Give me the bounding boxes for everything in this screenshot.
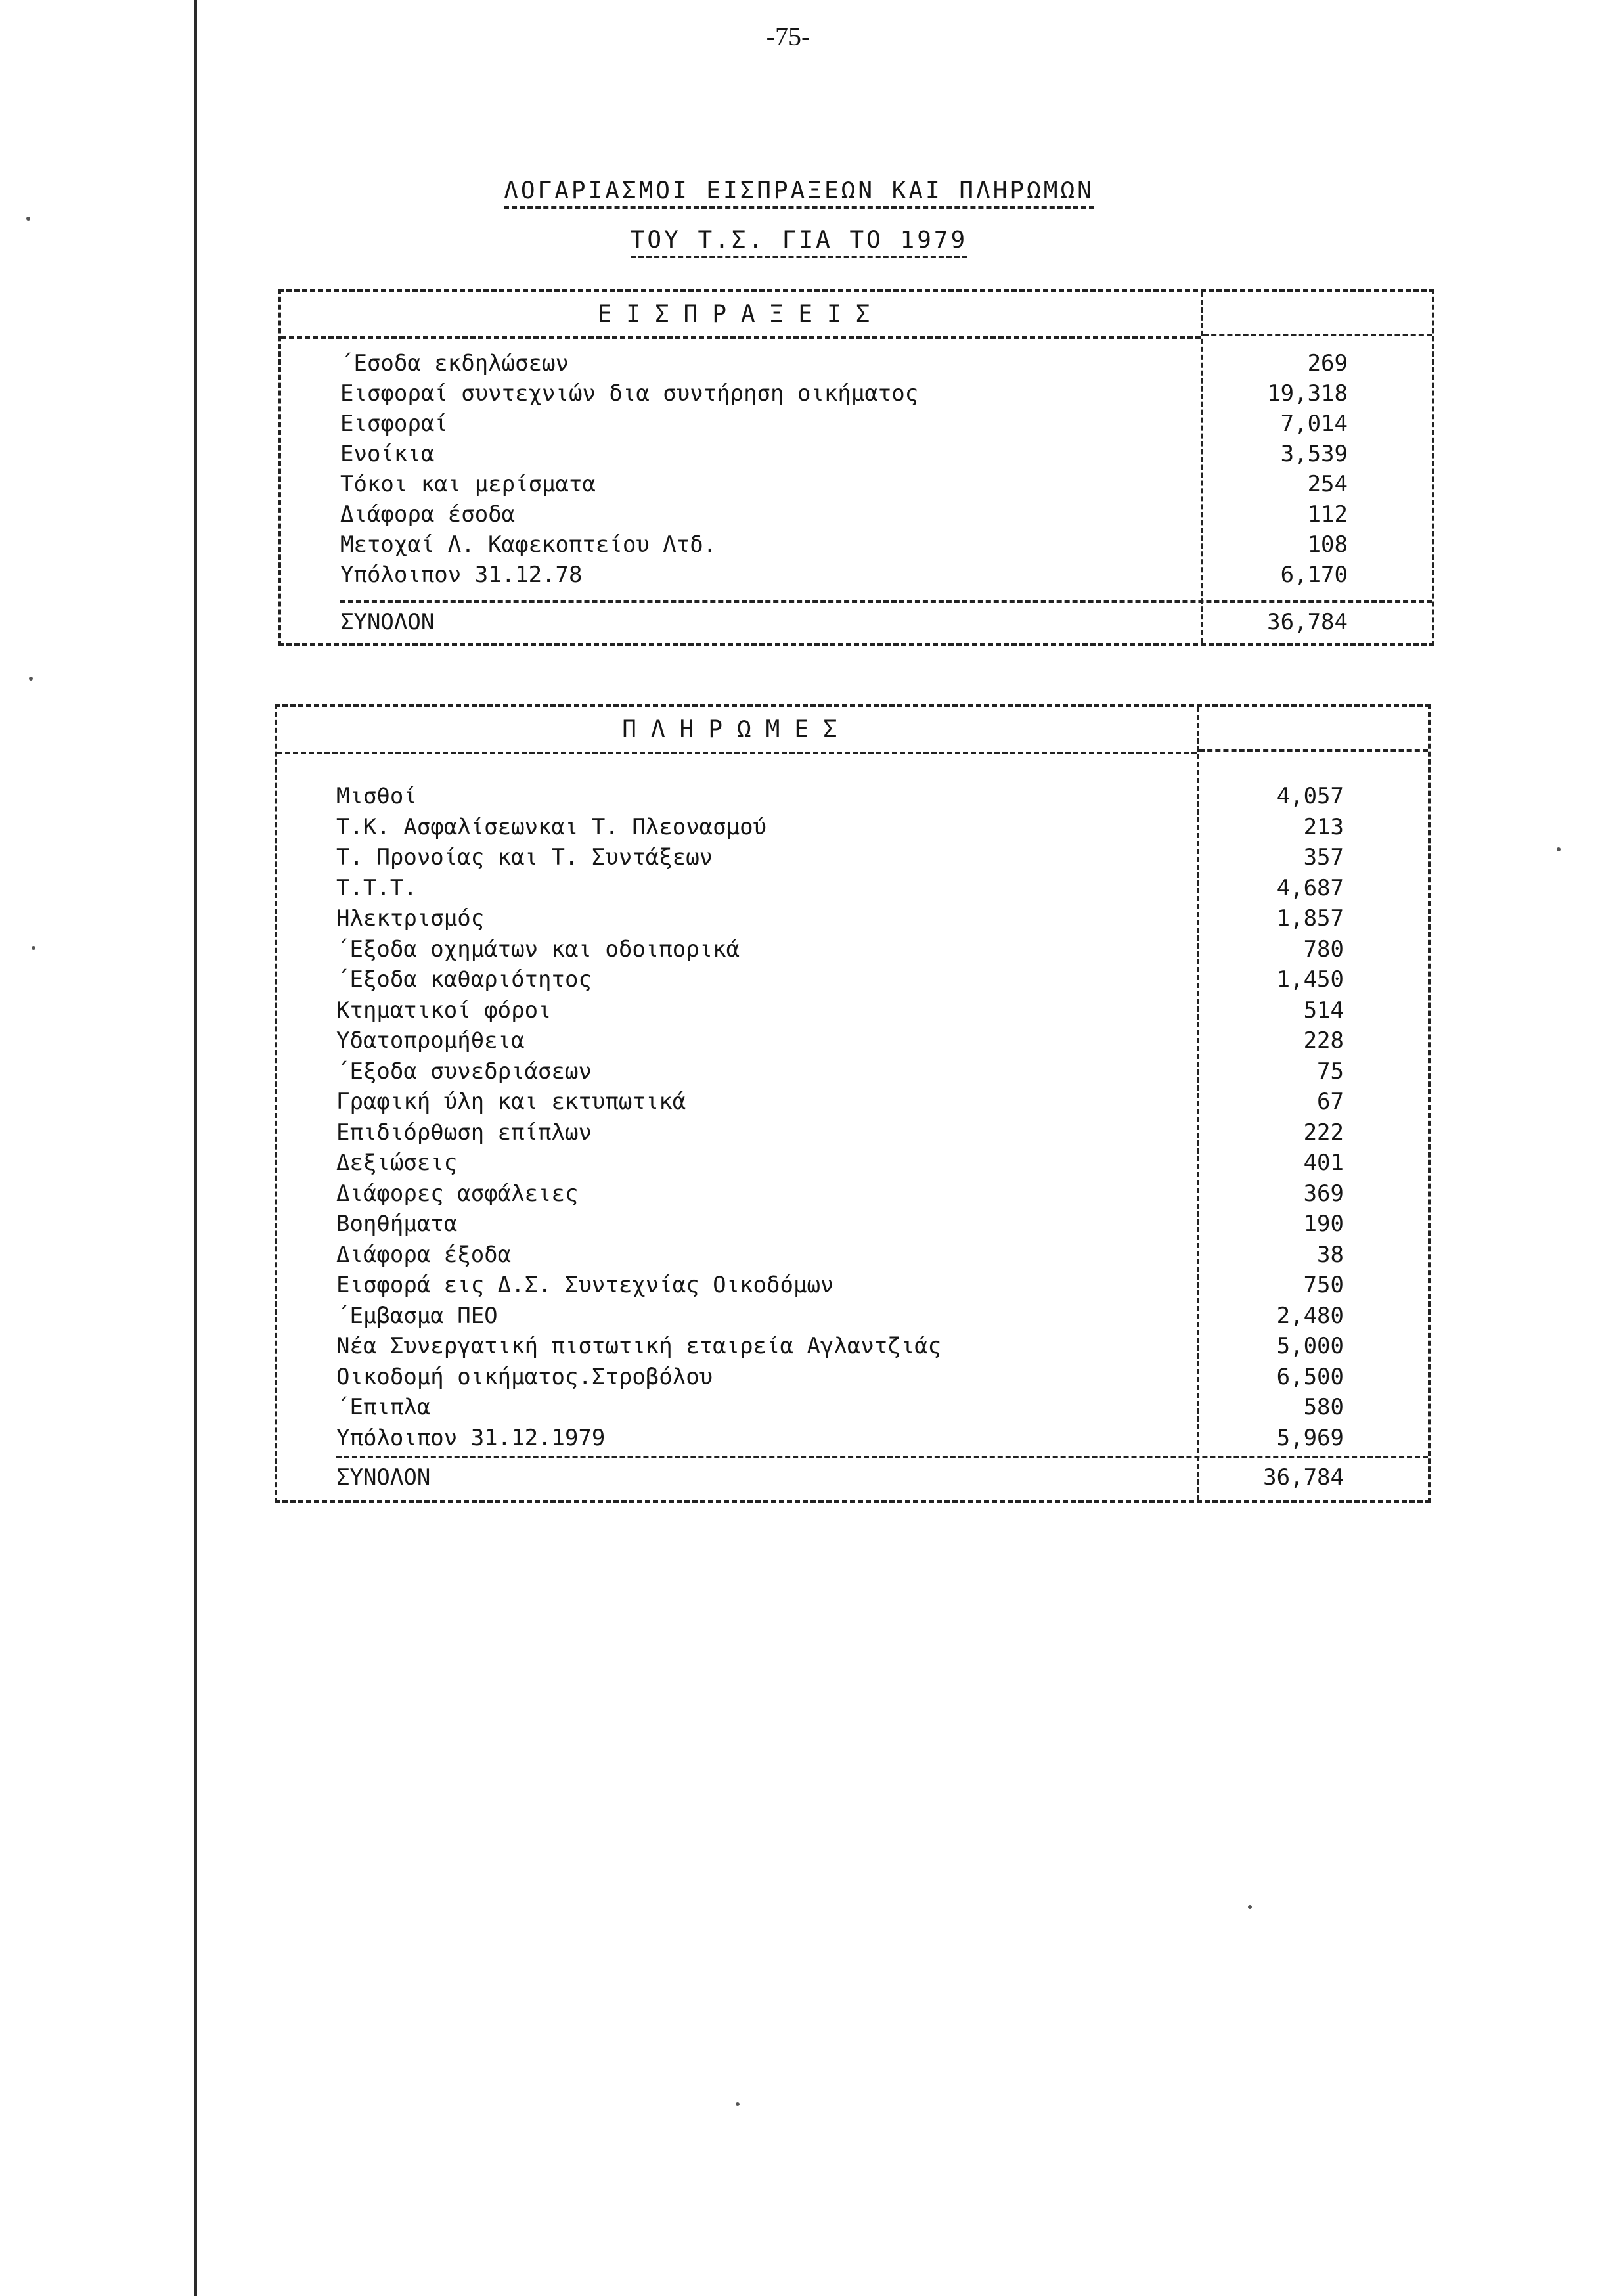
row-label: Τ.Κ. Ασφαλίσεωνκαι Τ. Πλεονασμού bbox=[336, 813, 767, 840]
row-amount: 1,450 bbox=[1276, 966, 1344, 993]
table-row bbox=[336, 1240, 1428, 1271]
receipts-rows bbox=[340, 348, 1432, 590]
table-row bbox=[340, 529, 1432, 560]
table-row bbox=[340, 439, 1432, 469]
row-amount: 580 bbox=[1303, 1394, 1344, 1420]
row-amount: 6,170 bbox=[1280, 562, 1348, 588]
row-amount: 108 bbox=[1307, 531, 1348, 558]
table-row bbox=[336, 1056, 1428, 1087]
row-amount: 1,857 bbox=[1276, 905, 1344, 932]
table-row bbox=[336, 1270, 1428, 1301]
payments-table bbox=[275, 704, 1431, 1503]
row-label: Δεξιώσεις bbox=[336, 1150, 458, 1176]
row-label: Εισφοραί συντεχνιών δια συντήρηση οικήματος bbox=[340, 380, 919, 407]
table-row bbox=[336, 1392, 1428, 1423]
table-row bbox=[336, 1025, 1428, 1056]
row-label: Τ. Προνοίας και Τ. Συντάξεων bbox=[336, 844, 713, 870]
row-label: ΄Εσοδα εκδηλώσεων bbox=[340, 350, 569, 376]
row-label: Βοηθήματα bbox=[336, 1211, 458, 1237]
row-amount: 190 bbox=[1303, 1211, 1344, 1237]
receipts-total-label: ΣΥΝΟΛΟΝ bbox=[340, 609, 435, 635]
scan-speck bbox=[32, 946, 35, 950]
row-amount: 75 bbox=[1317, 1058, 1344, 1085]
table-row bbox=[336, 1423, 1428, 1454]
row-label: Διάφορα έξοδα bbox=[336, 1241, 512, 1268]
receipts-total-row bbox=[340, 606, 1432, 639]
table-row bbox=[336, 1179, 1428, 1209]
receipts-table bbox=[278, 289, 1434, 646]
payments-heading-rule bbox=[1199, 749, 1428, 752]
row-amount: 514 bbox=[1303, 997, 1344, 1024]
table-row bbox=[336, 873, 1428, 904]
row-label: Διάφορες ασφάλειες bbox=[336, 1180, 579, 1207]
row-amount: 269 bbox=[1307, 350, 1348, 376]
receipts-heading: ΕΙΣΠΡΑΞΕΙΣ bbox=[281, 292, 1201, 339]
table-row bbox=[336, 1087, 1428, 1117]
document-title bbox=[0, 177, 1598, 204]
scan-speck bbox=[29, 677, 33, 681]
payments-total-row bbox=[336, 1461, 1428, 1494]
table-row bbox=[336, 903, 1428, 934]
payments-heading: ΠΛΗΡΩΜΕΣ bbox=[277, 707, 1197, 754]
row-label: ΄Εξοδα συνεδριάσεων bbox=[336, 1058, 592, 1085]
row-label: Διάφορα έσοδα bbox=[340, 501, 516, 528]
scan-speck bbox=[736, 2102, 740, 2106]
table-row bbox=[340, 348, 1432, 378]
table-row bbox=[336, 1362, 1428, 1393]
document-subtitle bbox=[0, 227, 1598, 254]
row-label: ΄Εξοδα οχημάτων και οδοιπορικά bbox=[336, 935, 740, 962]
row-amount: 38 bbox=[1317, 1241, 1344, 1268]
table-row bbox=[336, 934, 1428, 965]
table-row bbox=[340, 499, 1432, 529]
row-amount: 357 bbox=[1303, 844, 1344, 870]
row-amount: 254 bbox=[1307, 471, 1348, 497]
table-row bbox=[336, 1331, 1428, 1362]
payments-rows bbox=[336, 781, 1428, 1453]
scan-speck bbox=[1557, 847, 1561, 851]
row-amount: 5,000 bbox=[1276, 1333, 1344, 1359]
row-label: Τόκοι και μερίσματα bbox=[340, 471, 596, 497]
table-row bbox=[340, 378, 1432, 409]
page-number: -75- bbox=[766, 22, 810, 51]
table-row bbox=[340, 409, 1432, 439]
row-label: Κτηματικοί φόροι bbox=[336, 997, 552, 1024]
row-label: Μετοχαί Λ. Καφεκοπτείου Λτδ. bbox=[340, 531, 717, 558]
row-amount: 4,057 bbox=[1276, 783, 1344, 809]
table-row bbox=[336, 842, 1428, 873]
scan-speck bbox=[1248, 1905, 1252, 1909]
payments-total-label: ΣΥΝΟΛΟΝ bbox=[336, 1464, 431, 1491]
table-row bbox=[336, 995, 1428, 1026]
row-label: Ηλεκτρισμός bbox=[336, 905, 485, 932]
document-title-line-1: ΛΟΓΑΡΙΑΣΜΟΙ ΕΙΣΠΡΑΞΕΩΝ ΚΑΙ ΠΛΗΡΩΜΩΝ bbox=[504, 177, 1094, 209]
row-amount: 780 bbox=[1303, 935, 1344, 962]
receipts-total-rule bbox=[340, 600, 1432, 603]
table-row bbox=[340, 469, 1432, 499]
row-amount: 6,500 bbox=[1276, 1363, 1344, 1390]
payments-total-rule bbox=[336, 1456, 1428, 1458]
table-row bbox=[336, 1148, 1428, 1179]
row-label: ΄Επιπλα bbox=[336, 1394, 431, 1420]
row-label: Επιδιόρθωση επίπλων bbox=[336, 1119, 592, 1146]
row-label: Ενοίκια bbox=[340, 441, 435, 467]
left-margin-rule bbox=[194, 0, 197, 2296]
row-amount: 67 bbox=[1317, 1089, 1344, 1115]
row-label: Νέα Συνεργατική πιστωτική εταιρεία Αγλαντζιάς bbox=[336, 1333, 942, 1359]
row-amount: 7,014 bbox=[1280, 411, 1348, 437]
row-amount: 2,480 bbox=[1276, 1302, 1344, 1329]
payments-total-amount: 36,784 bbox=[1263, 1464, 1344, 1491]
scan-speck bbox=[26, 217, 30, 221]
row-amount: 213 bbox=[1303, 813, 1344, 840]
row-amount: 222 bbox=[1303, 1119, 1344, 1146]
table-row bbox=[336, 1117, 1428, 1148]
receipts-total-amount: 36,784 bbox=[1267, 609, 1348, 635]
row-label: Υπόλοιπον 31.12.1979 bbox=[336, 1424, 606, 1451]
table-row bbox=[336, 964, 1428, 995]
row-amount: 4,687 bbox=[1276, 874, 1344, 901]
row-amount: 19,318 bbox=[1267, 380, 1348, 407]
table-row bbox=[336, 1301, 1428, 1332]
row-amount: 3,539 bbox=[1280, 441, 1348, 467]
row-label: Υπόλοιπον 31.12.78 bbox=[340, 562, 583, 588]
table-row bbox=[336, 781, 1428, 812]
document-title-line-2: ΤΟΥ Τ.Σ. ΓΙΑ ΤΟ 1979 bbox=[631, 227, 967, 258]
row-amount: 750 bbox=[1303, 1272, 1344, 1298]
row-label: Γραφική ύλη και εκτυπωτικά bbox=[336, 1089, 686, 1115]
row-label: Εισφοραί bbox=[340, 411, 448, 437]
row-label: ΄Εξοδα καθαριότητος bbox=[336, 966, 592, 993]
row-label: ΄Εμβασμα ΠΕΟ bbox=[336, 1302, 498, 1329]
row-amount: 369 bbox=[1303, 1180, 1344, 1207]
row-label: Υδατοπρομήθεια bbox=[336, 1027, 525, 1054]
table-row bbox=[336, 1209, 1428, 1240]
row-label: Τ.Τ.Τ. bbox=[336, 874, 417, 901]
table-row bbox=[336, 812, 1428, 843]
row-amount: 228 bbox=[1303, 1027, 1344, 1054]
table-row bbox=[340, 560, 1432, 590]
row-label: Μισθοί bbox=[336, 783, 417, 809]
receipts-heading-rule bbox=[1203, 334, 1432, 336]
row-amount: 401 bbox=[1303, 1150, 1344, 1176]
row-label: Οικοδομή οικήματος.Στροβόλου bbox=[336, 1363, 713, 1390]
row-amount: 5,969 bbox=[1276, 1424, 1344, 1451]
row-label: Εισφορά εις Δ.Σ. Συντεχνίας Οικοδόμων bbox=[336, 1272, 834, 1298]
row-amount: 112 bbox=[1307, 501, 1348, 528]
